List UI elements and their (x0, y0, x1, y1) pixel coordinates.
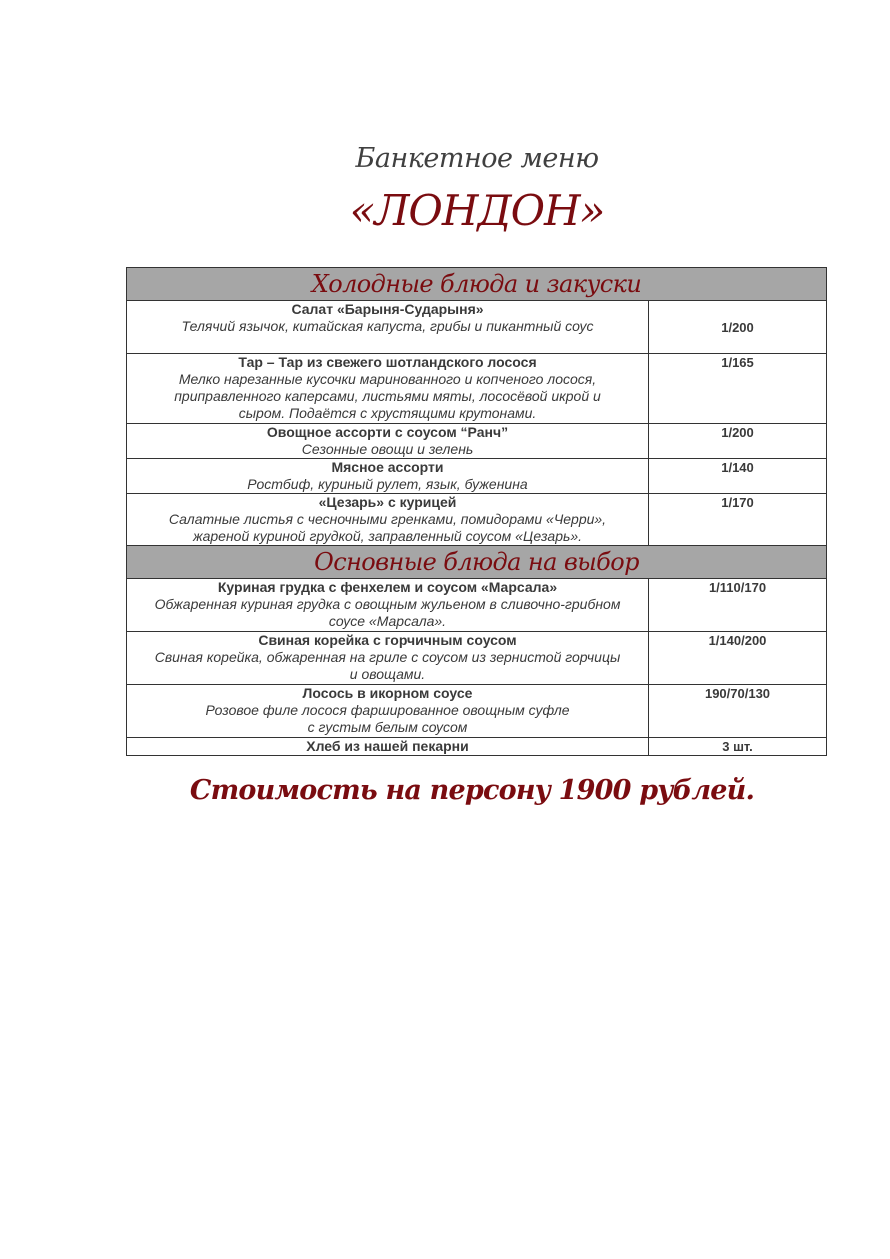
dish-weight: 1/165 (721, 355, 754, 370)
dish-description: жареной куриной грудкой, заправленный соусом «Цезарь». (192, 528, 583, 544)
dish-description: Ростбиф, куриный рулет, язык, буженина (247, 476, 528, 492)
dish-name: Свиная корейка с горчичным соусом (258, 632, 517, 648)
table-row (127, 579, 827, 632)
table-row (127, 459, 827, 494)
dish-cell (127, 579, 649, 632)
table-row (127, 685, 827, 738)
dish-name: Куриная грудка с фенхелем и соусом «Марсала» (217, 579, 558, 595)
dish-description: сыром. Подаётся с хрустящими крутонами. (238, 405, 537, 421)
dish-description: и овощами. (349, 666, 426, 682)
dish-description: Свиная корейка, обжаренная на гриле с соусом из зернистой горчицы (154, 649, 621, 665)
dish-cell (127, 494, 649, 546)
dish-name: Овощное ассорти с соусом “Ранч” (266, 424, 509, 440)
table-row (127, 738, 827, 756)
dish-cell (127, 424, 649, 459)
dish-description: Телячий язычок, китайская капуста, грибы и пикантный соус (181, 318, 594, 334)
dish-name: Мясное ассорти (331, 459, 444, 475)
dish-description: Мелко нарезанные кусочки маринованного и копченого лосося, (178, 371, 597, 387)
section-header-cold (127, 268, 827, 301)
menu-subtitle: Банкетное меню (355, 143, 599, 174)
dish-weight: 1/200 (721, 425, 754, 440)
dish-weight: 1/140/200 (708, 633, 767, 648)
dish-weight: 1/170 (721, 495, 754, 510)
weight-cell (649, 685, 827, 738)
dish-cell (127, 632, 649, 685)
dish-weight: 1/140 (721, 460, 754, 475)
dish-description: приправленного каперсами, листьями мяты, лососёвой икрой и (174, 388, 601, 404)
table-row (127, 354, 827, 424)
section-header-main (127, 546, 827, 579)
menu-table (126, 267, 827, 756)
dish-cell (127, 685, 649, 738)
weight-cell (649, 354, 827, 424)
dish-cell (127, 738, 649, 756)
section-title-cold: Холодные блюда и закуски (127, 268, 827, 301)
dish-weight: 1/110/170 (708, 580, 767, 595)
dish-cell (127, 301, 649, 354)
table-row (127, 494, 827, 546)
dish-description: Сезонные овощи и зелень (301, 441, 474, 457)
dish-description: Обжаренная куриная грудка с овощным жульеном в сливочно-грибном (154, 596, 621, 612)
section-title-main: Основные блюда на выбор (127, 546, 827, 579)
dish-cell (127, 459, 649, 494)
menu-title: «ЛОНДОН» (349, 186, 605, 235)
weight-cell (649, 494, 827, 546)
weight-cell (649, 301, 827, 354)
dish-cell (127, 354, 649, 424)
dish-name: Хлеб из нашей пекарни (306, 738, 469, 754)
dish-weight: 1/200 (721, 320, 754, 335)
dish-description: Салатные листья с чесночными гренками, помидорами «Черри», (168, 511, 607, 527)
dish-name: Салат «Барыня-Сударыня» (291, 301, 484, 317)
dish-name: Тар – Тар из свежего шотландского лосося (238, 354, 537, 370)
dish-weight: 3 шт. (722, 739, 753, 754)
dish-description: соусе «Марсала». (328, 613, 447, 629)
weight-cell (649, 632, 827, 685)
dish-weight: 190/70/130 (704, 686, 771, 701)
dish-description: с густым белым соусом (307, 719, 468, 735)
weight-cell (649, 424, 827, 459)
table-row (127, 301, 827, 354)
weight-cell (649, 459, 827, 494)
weight-cell (649, 579, 827, 632)
dish-description: Розовое филе лосося фаршированное овощным суфле (205, 702, 570, 718)
price-per-person: Стоимость на персону 1900 рублей. (189, 775, 755, 806)
dish-name: «Цезарь» с курицей (318, 494, 457, 510)
table-row (127, 424, 827, 459)
table-row (127, 632, 827, 685)
weight-cell (649, 738, 827, 756)
dish-name: Лосось в икорном соусе (302, 685, 473, 701)
